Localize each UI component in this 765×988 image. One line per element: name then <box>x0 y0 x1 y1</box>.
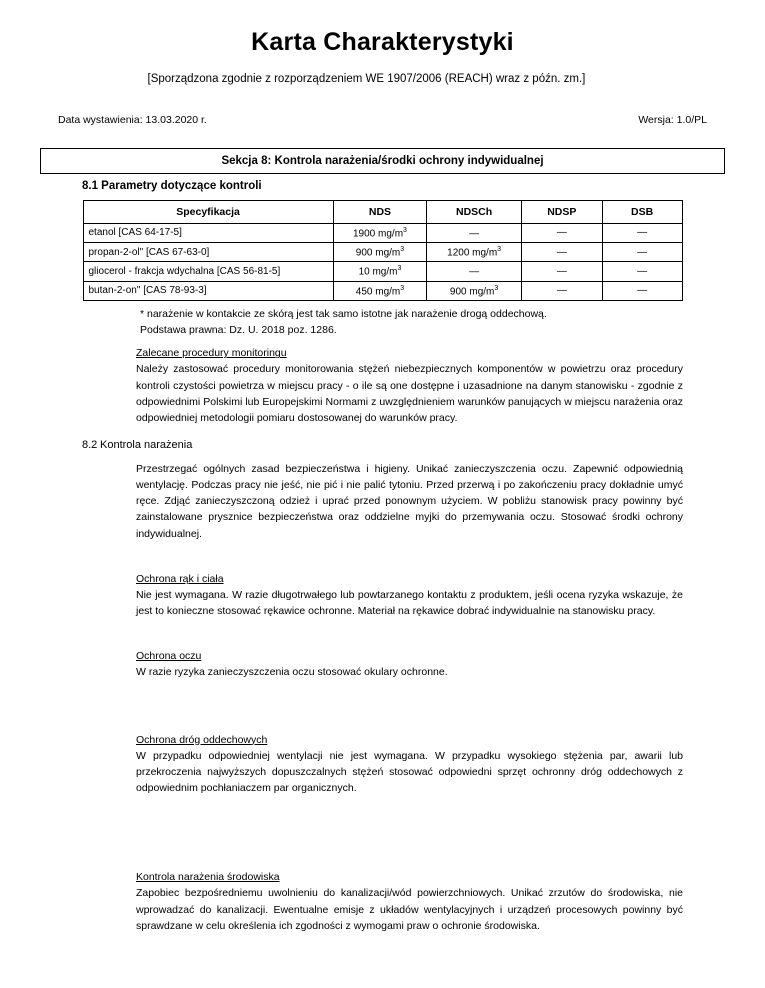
cell-ndsp: — <box>521 281 602 300</box>
exposure-control-text: Przestrzegać ogólnych zasad bezpieczeństwa i higieny. Unikać zanieczyszczenia oczu. Zapewnić odpowiednią wentylację. Podczas pracy nie jeść, nie pić i nie palić tytoniu. Przed przerwą i po zakończeniu pracy dokładnie umyć ręce. Zdjąć zanieczyszczoną odzież i uprać przed ponownym użyciem. W pobliżu stanowisk pracy powinny być zainstalowane prysznice bezpieczeństwa oraz oddzielne myjki do przemywania oczu. Stosować środki ochrony indywidualnej. <box>136 462 683 540</box>
cell-ndsp: — <box>521 243 602 262</box>
cell-ndsch-value: — <box>469 228 480 239</box>
document-page <box>0 28 765 988</box>
subsection-8-2-label: Kontrola narażenia <box>100 438 193 451</box>
cell-substance: gliocerol - frakcja wdychalna [CAS 56-81-5] <box>83 262 333 281</box>
cell-ndsch-value: 1200 mg/m <box>447 247 498 259</box>
spacer <box>40 681 725 703</box>
spacer <box>40 619 725 641</box>
table-row <box>83 223 682 242</box>
cell-nds-sup: 3 <box>400 284 405 292</box>
table-header-row <box>83 200 682 223</box>
cell-ndsch-value: 900 mg/m <box>449 285 495 297</box>
subsection-8-1-heading: 8.1 Parametry dotyczące kontroli <box>82 179 262 192</box>
table-row <box>83 262 682 281</box>
cell-ndsch-sup: 3 <box>497 246 502 253</box>
cell-dsb: — <box>602 262 682 281</box>
spacer <box>40 818 725 840</box>
cell-nds <box>333 243 427 262</box>
cell-nds-value: 450 mg/m <box>355 285 401 297</box>
issue-date: Data wystawienia: 13.03.2020 r. <box>58 113 207 126</box>
cell-nds <box>333 281 427 300</box>
legal-basis: Podstawa prawna: Dz. U. 2018 poz. 1286. <box>140 323 337 336</box>
cell-nds <box>333 262 427 281</box>
cell-nds <box>333 223 427 242</box>
cell-nds-value: 900 mg/m <box>355 247 401 259</box>
cell-ndsp: — <box>521 223 602 242</box>
exposure-limits-table <box>83 200 683 301</box>
cell-dsb: — <box>602 281 682 300</box>
spacer <box>40 542 725 564</box>
section-banner: Sekcja 8: Kontrola narażenia/środki ochrony indywidualnej <box>40 148 725 174</box>
environment-control-heading: Kontrola narażenia środowiska <box>136 871 280 884</box>
cell-nds-value: 10 mg/m <box>358 266 398 278</box>
cell-nds-sup: 3 <box>400 246 405 253</box>
cell-ndsch-value: — <box>469 266 480 278</box>
spacer <box>40 840 725 862</box>
cell-dsb: — <box>602 243 682 262</box>
document-version: Wersja: 1.0/PL <box>638 113 707 126</box>
cell-ndsch <box>427 243 522 262</box>
cell-nds-sup: 3 <box>403 226 407 234</box>
cell-substance: propan-2-ol" [CAS 67-63-0] <box>83 243 333 262</box>
document-subtitle: [Sporządzona zgodnie z rozporządzeniem WE 1907/2006 (REACH) wraz z późn. zm.] <box>147 73 586 85</box>
cell-substance: etanol [CAS 64-17-5] <box>83 223 333 242</box>
table-footnote: * narażenie w kontakcie ze skórą jest tak samo istotne jak narażenie drogą oddechową. <box>140 307 547 320</box>
respiratory-protection-text: W przypadku odpowiedniej wentylacji nie jest wymagana. W przypadku wysokiego stężenia par, awarii lub przekroczenia najwyższych dopuszczalnych stężeń stosować odpowiedni sprzęt ochronny dróg oddechowych z odpowiednim pochłaniaczem par organicznych. <box>136 749 683 795</box>
page-title: Karta Charakterystyki <box>251 28 514 56</box>
monitoring-text: Należy zastosować procedury monitorowania stężeń niebezpiecznych komponentów w powietrzu oraz procedury kontroli czystości powietrza w miejscu pracy - o ile są one dostępne i uzasadnione na danym stanowisku - zgodnie z odpowiednimi Polskimi lub Europejskimi Normami z uwzględnieniem warunków panujących w miejscu narażenia oraz odpowiedniej metodologii pomiaru dostosowanej do warunków pracy. <box>136 363 683 425</box>
subsection-8-2 <box>40 439 725 451</box>
subsection-8-2-number: 8.2 <box>82 438 98 451</box>
cell-nds-value: 1900 mg/m <box>353 228 404 239</box>
eye-protection-text: W razie ryzyka zanieczyszczenia oczu stosować okulary ochronne. <box>136 666 448 679</box>
environment-control-text: Zapobiec bezpośredniemu uwolnieniu do kanalizacji/wód powierzchniowych. Unikać zrzutów do środowiska, nie wprowadzać do kanalizacji. Ewentualne emisje z układów wentylacyjnych i urządzeń procesowych powinny być sprawdzane w celu określenia ich zgodności z wymogami praw o ochronie środowiska. <box>136 887 683 932</box>
monitoring-heading: Zalecane procedury monitoringu <box>136 347 287 360</box>
spacer <box>40 796 725 818</box>
respiratory-protection-heading: Ochrona dróg oddechowych <box>136 733 268 746</box>
col-ndsch: NDSCh <box>427 200 522 223</box>
hands-protection-text: Nie jest wymagana. W razie długotrwałego lub powtarzanego kontaktu z produktem, jeśli ocena ryzyka wskazuje, że jest to konieczne stosować rękawice ochronne. Materiał na rękawice dobrać indywidualnie na stanowisku pracy. <box>136 588 683 618</box>
document-meta <box>40 114 725 126</box>
col-ndsp: NDSP <box>521 200 602 223</box>
eye-protection-heading: Ochrona oczu <box>136 650 202 663</box>
col-nds: NDS <box>333 200 427 223</box>
cell-ndsch-sup: 3 <box>494 284 499 292</box>
cell-ndsp: — <box>521 262 602 281</box>
cell-ndsch <box>427 281 522 300</box>
hands-protection-heading: Ochrona rąk i ciała <box>136 572 224 585</box>
col-specyfikacja: Specyfikacja <box>83 200 333 223</box>
table-row <box>83 281 682 300</box>
col-dsb: DSB <box>602 200 682 223</box>
cell-substance: butan-2-on" [CAS 78-93-3] <box>83 281 333 300</box>
cell-ndsch <box>427 262 522 281</box>
cell-nds-sup: 3 <box>397 265 402 273</box>
spacer <box>40 703 725 725</box>
cell-dsb: — <box>602 223 682 242</box>
table-row <box>83 243 682 262</box>
cell-ndsch <box>427 223 522 242</box>
